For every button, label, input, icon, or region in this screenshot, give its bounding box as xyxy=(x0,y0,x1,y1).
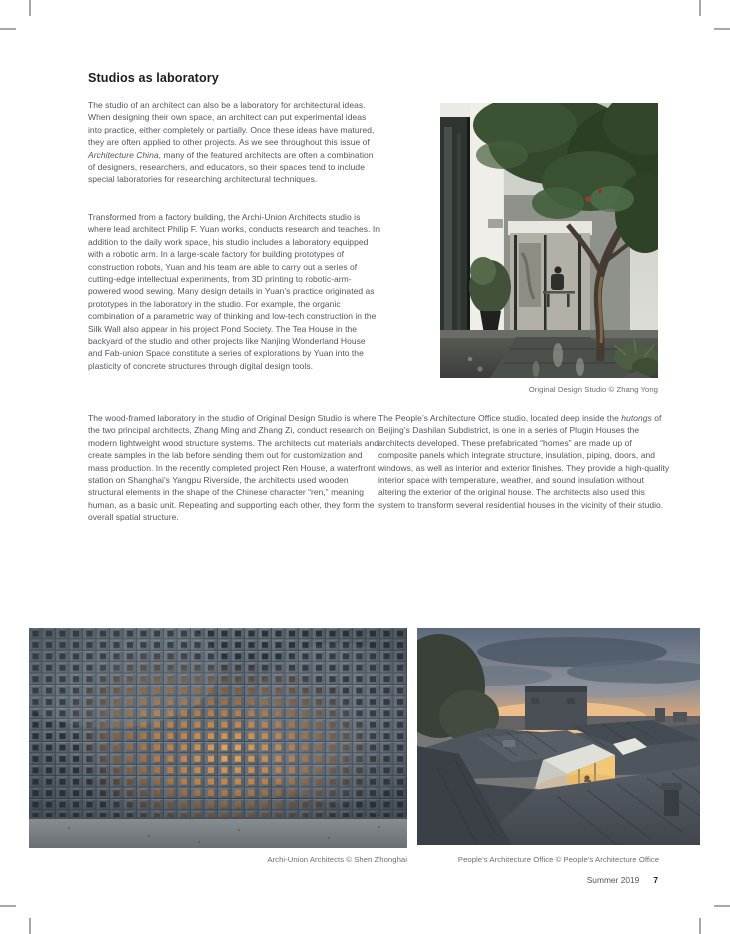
crop-mark-top-left-vertical xyxy=(29,0,31,16)
crop-mark-bottom-right-vertical xyxy=(699,918,701,934)
crop-mark-bottom-right-horizontal xyxy=(714,905,730,907)
archi-union-paragraph: Transformed from a factory building, the Archi-Union Architects studio is where lead architect Philip F. Yuan works, conducts research and teaches. In addition to the daily work space, his studio includes a laboratory equipped with a robotic arm. In a large-scale factory for building prototypes of construction robots, Yuan and his team are able to carry out a series of cutting-edge intellectual experiments, from 3D printing to robotic-arm-powered wood sewing. Many design details in Yuan’s practice originated as prototypes in the laboratory in the studio. For example, the organic combination of a parametric way of thinking and low-tech construction in the Silk Wall also appear in his project Pond Society. The Tea House in the backyard of the studio and other projects like Nanjing Wonderland House and Fab-union Space constitute a series of explorations by Yuan into the plasticity of concrete structures through digital design tools. xyxy=(88,212,381,371)
courtyard-photo xyxy=(440,103,658,378)
article-title: Studios as laboratory xyxy=(88,71,219,85)
hutong-rooftops-photo-illustration xyxy=(417,628,700,845)
peoples-architecture-office-paragraph: The People’s Architecture Office studio, located deep inside the hutongs of Beijing’s Dashilan Subdistrict, is one in a series of Plugin Houses the architects developed. These prefabricated “homes” are made up of composite panels which integrate structure, insulation, piping, doors, and windows, as well as interior and exterior finishes. They provide a high-quality interior space with temperature, weather, and sound insulation without altering the exterior of the original house. The architects also used this system to transform several residential houses in the vicinity of their studio. xyxy=(378,413,670,510)
hutong-rooftops-photo xyxy=(417,628,700,845)
page-number: 7 xyxy=(653,875,658,885)
silk-wall-photo-illustration xyxy=(29,628,407,848)
silk-wall-photo xyxy=(29,628,407,848)
page-footer xyxy=(380,875,658,885)
crop-mark-bottom-left-vertical xyxy=(29,918,31,934)
courtyard-photo-caption: Original Design Studio © Zhang Yong xyxy=(528,385,658,394)
courtyard-photo-illustration xyxy=(440,103,658,378)
hutong-rooftops-photo-caption: People’s Architecture Office © People’s Architecture Office xyxy=(457,855,660,864)
intro-paragraph: The studio of an architect can also be a laboratory for architectural ideas. When designing their own space, an architect can put experimental ideas into practice, either completely or partially. Once these ideas have matured, they are often applied to other projects. As we see throughout this issue of Architecture China, many of the featured architects are often a combination of designers, researchers, and educators, so their spaces tend to include special laboratories for researching architectural techniques. xyxy=(88,100,375,185)
original-design-studio-paragraph: The wood-framed laboratory in the studio of Original Design Studio is where the two principal architects, Zhang Ming and Zhang Zi, conduct research on modern lightweight wood structure systems. The architects cut materials and create samples in the lab before sending them out for customization and mass production. In the recently completed project Ren House, a waterfront station on Shanghai’s Yangpu Riverside, the architects used wooden structural elements in the shape of the Chinese character “ren,” meaning human, as a basic unit. Repeating and supporting each other, they form the overall spatial structure. xyxy=(88,413,380,523)
crop-mark-top-right-horizontal xyxy=(714,28,730,30)
crop-mark-bottom-left-horizontal xyxy=(0,905,16,907)
issue-label: Summer 2019 xyxy=(586,875,640,885)
silk-wall-photo-caption: Archi-Union Architects © Shen Zhonghai xyxy=(267,855,407,864)
crop-mark-top-left-horizontal xyxy=(0,28,16,30)
crop-mark-top-right-vertical xyxy=(699,0,701,16)
